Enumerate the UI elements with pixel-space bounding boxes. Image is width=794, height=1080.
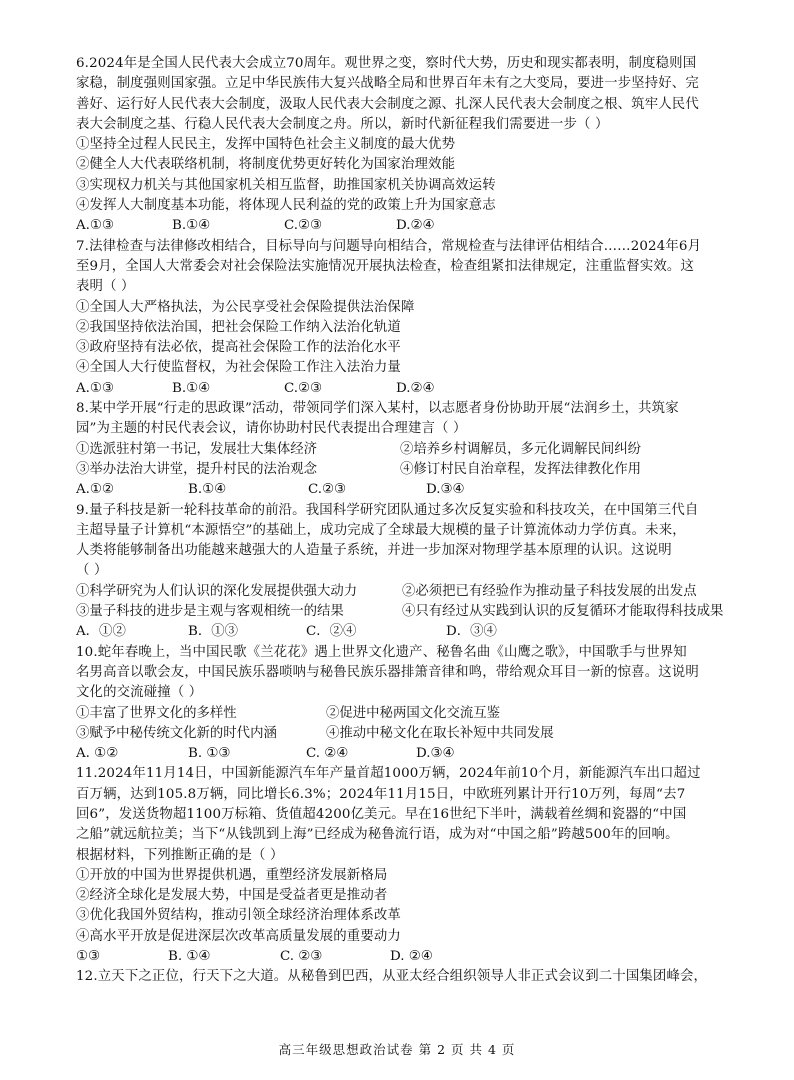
- option-item: ②经济全球化是发展大势，中国是受益者更是推动者: [76, 888, 388, 904]
- answer-choice-d: D．③④: [446, 624, 497, 640]
- answer-choice-b: B. ①③: [188, 746, 231, 762]
- option-item: ②我国坚持依法治国，把社会保险工作纳入法治化轨道: [76, 319, 401, 335]
- option-row: [76, 704, 724, 724]
- answer-choice-d: D.③④: [416, 746, 455, 762]
- question-stem-line: 善好、运行好人民代表大会制度，汲取人民代表大会制度之源、扎深人民代表大会制度之根、筑牢人民代: [76, 96, 699, 112]
- option-item: ②必须把已有经验作为推动量子科技发展的出发点: [402, 583, 697, 599]
- answer-choice-c: C.②③: [308, 482, 347, 498]
- question-stem-line: 7.法律检查与法律修改相结合，目标导向与问题导向相结合，常规检查与法律评估相结合……2024年6月: [76, 238, 702, 254]
- question-6: [76, 54, 724, 237]
- answer-choice-b: B.①④: [172, 380, 211, 396]
- option-item: ②健全人大代表联络机制，将制度优势更好转化为国家治理效能: [76, 157, 456, 173]
- answer-choices: [76, 744, 724, 764]
- option-item: ④发挥人大制度基本功能，将体现人民利益的党的政策上升为国家意志: [76, 198, 496, 214]
- answer-choice-a: A．①②: [76, 624, 126, 640]
- question-stem-line: 6.2024年是全国人民代表大会成立70周年。观世界之变，察时代大势，历史和现实都表明，制度稳则国: [76, 56, 697, 71]
- question-stem-line: 百万辆，达到105.8万辆，同比增长6.3%；2024年11月15日，中欧班列累计开行10万列，每周“去7: [76, 786, 686, 802]
- answer-choice-d: D.②④: [396, 380, 435, 396]
- question-8: [76, 399, 724, 500]
- answer-choice-d: D.②④: [396, 218, 435, 234]
- answer-choice-b: B.①④: [188, 482, 227, 498]
- option-item: ③政府坚持有法必依，提高社会保险工作的法治化水平: [76, 340, 401, 356]
- answer-choice-a: ①③: [76, 949, 101, 965]
- page-footer: 高三年级思想政治试卷 第 2 页 共 4 页: [278, 1042, 516, 1057]
- option-row: [76, 724, 724, 744]
- question-stem-line: 文化的交流碰撞（ ）: [76, 685, 203, 701]
- question-11: [76, 764, 724, 967]
- question-stem-line: 表明（ ）: [76, 279, 135, 295]
- question-stem-line: 至9月，全国人大常委会对社会保险法实施情况开展执法检查，检查组紧扣法律规定，注重监督实效。这: [76, 258, 694, 274]
- option-item: ④只有经过从实践到认识的反复循环才能取得科技成果: [402, 604, 724, 620]
- question-stem-line: 根据材料，下列推断正确的是（ ）: [76, 847, 284, 863]
- answer-choice-b: B.①④: [172, 218, 211, 234]
- option-item: ②培养乡村调解员，多元化调解民间纠纷: [400, 441, 642, 457]
- question-stem-line: （ ）: [76, 563, 108, 579]
- option-item: ④全国人大行使监督权，为社会保险工作注入法治力量: [76, 360, 401, 376]
- option-item: ④高水平开放是促进深层次改革高质量发展的重要动力: [76, 928, 401, 944]
- answer-choice-d: D. ②④: [390, 949, 433, 965]
- question-12: [76, 967, 724, 987]
- option-row: [76, 582, 724, 602]
- answer-choices: [76, 947, 724, 967]
- question-stem-line: 之船”就远航拉美；当下“从钱凯到上海”已经成为秘鲁流行语，成为对“中国之船”跨越500年的回响。: [76, 827, 679, 843]
- answer-choice-c: C. ②③: [280, 949, 323, 965]
- question-stem-line: 名男高音以歌会友，中国民族乐器唢呐与秘鲁民族乐器排箫音律和鸣，带给观众耳目一新的惊喜。这说明: [76, 664, 699, 680]
- question-stem-line: 回6”，发送货物超1100万标箱、货值超4200亿美元。早在16世纪下半叶，满载着丝绸和瓷器的“中国: [76, 806, 687, 822]
- question-7: [76, 237, 724, 399]
- option-item: ④推动中秘文化在取长补短中共同发展: [326, 725, 554, 741]
- question-stem-line: 8.某中学开展“行走的思政课”活动，带领同学们深入某村，以志愿者身份协助开展“法润乡土，共筑家: [76, 401, 679, 417]
- option-item: ③优化我国外贸结构，推动引领全球经济治理体系改革: [76, 908, 401, 924]
- option-item: ③举办法治大讲堂，提升村民的法治观念: [76, 461, 318, 477]
- question-10: [76, 643, 724, 765]
- answer-choices: [76, 480, 724, 500]
- option-item: ③量子科技的进步是主观与客观相统一的结果: [76, 604, 344, 620]
- answer-choices: [76, 379, 724, 399]
- answer-choice-a: A.①②: [76, 482, 114, 498]
- option-item: ①全国人大严格执法，为公民享受社会保险提供法治保障: [76, 299, 415, 315]
- question-stem-line: 家稳，制度强则国家强。立足中华民族伟大复兴战略全局和世界百年未有之大变局，要进一步坚持好、完: [76, 76, 699, 92]
- option-row: [76, 602, 724, 622]
- option-item: ①坚持全过程人民民主，发挥中国特色社会主义制度的最大优势: [76, 137, 456, 153]
- option-row: [76, 460, 724, 480]
- answer-choice-a: A. ①②: [76, 746, 119, 762]
- option-item: ③赋予中秘传统文化新的时代内涵: [76, 725, 277, 741]
- question-stem-line: 主超导量子计算机“本源悟空”的基础上，成功完成了全球最大规模的量子计算流体动力学仿真。未来，: [76, 522, 686, 538]
- answer-choice-a: A.①③: [76, 218, 114, 234]
- question-stem-line: 12.立天下之正位，行天下之大道。从秘鲁到巴西，从亚太经合组织领导人非正式会议到二十国集团峰会，: [76, 969, 708, 985]
- option-item: ①选派驻村第一书记，发展壮大集体经济: [76, 441, 318, 457]
- option-item: ①科学研究为人们认识的深化发展提供强大动力: [76, 583, 358, 599]
- answer-choice-a: A.①③: [76, 380, 114, 396]
- option-item: ②促进中秘两国文化交流互鉴: [326, 705, 501, 721]
- question-stem-line: 园”为主题的村民代表会议，请你协助村民代表提出合理建言（ ）: [76, 421, 467, 437]
- option-item: ③实现权力机关与其他国家机关相互监督，助推国家机关协调高效运转: [76, 177, 496, 193]
- question-stem-line: 9.量子科技是新一轮科技革命的前沿。我国科学研究团队通过多次反复实验和科技攻关，在中国第三代自: [76, 502, 699, 518]
- question-9: [76, 501, 724, 643]
- option-item: ①丰富了世界文化的多样性: [76, 705, 237, 721]
- answer-choices: [76, 622, 724, 642]
- answer-choice-c: C. ②④: [306, 746, 349, 762]
- question-stem-line: 表大会制度之基、行稳人民代表大会制度之舟。所以，新时代新征程我们需要进一步（ ）: [76, 116, 609, 132]
- answer-choice-c: C．②④: [306, 624, 357, 640]
- option-item: ①开放的中国为世界提供机遇，重塑经济发展新格局: [76, 867, 388, 883]
- option-row: [76, 440, 724, 460]
- question-stem-line: 10.蛇年春晚上，当中国民歌《兰花花》遇上世界文化遗产、秘鲁名曲《山鹰之歌》，中国歌手与世界知: [76, 644, 687, 660]
- answer-choice-b: B. ①④: [168, 949, 211, 965]
- answer-choice-c: C.②③: [284, 380, 323, 396]
- question-stem-line: 人类将能够制备出功能越来越强大的人造量子系统，并进一步加深对物理学基本原理的认识。这说明: [76, 543, 672, 559]
- question-stem-line: 11.2024年11月14日，中国新能源汽车年产量首超1000万辆，2024年前10个月，新能源汽车出口超过: [76, 766, 701, 782]
- answer-choice-c: C.②③: [284, 218, 323, 234]
- answer-choice-b: B．①③: [188, 624, 239, 640]
- option-item: ④修订村民自治章程，发挥法律教化作用: [400, 461, 642, 477]
- answer-choice-d: D.③④: [426, 482, 465, 498]
- answer-choices: [76, 216, 724, 236]
